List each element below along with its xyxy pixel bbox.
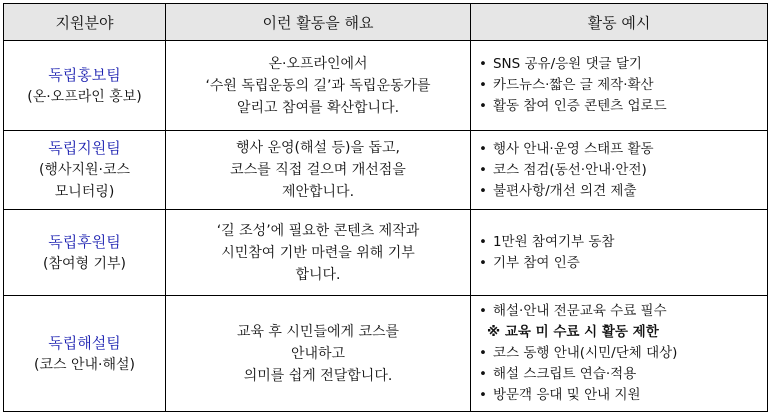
activity-line: 온·오프라인에서	[268, 55, 368, 72]
activity-cell	[166, 41, 471, 131]
table-row	[4, 41, 768, 131]
list-item: • 해설·안내 전문교육 수료 필수	[479, 303, 667, 319]
examples-cell	[471, 41, 768, 131]
table-row	[4, 131, 768, 210]
list-item: • 기부 참여 인증	[479, 254, 580, 271]
list-item: • 활동 참여 인증 콘텐츠 업로드	[479, 98, 667, 114]
support-field-cell	[4, 296, 166, 412]
list-item: • 해설 스크립트 연습·적용	[479, 366, 637, 382]
notice-item: ※ 교육 미 수료 시 활동 제한	[487, 324, 659, 340]
activity-line: 교육 후 시민들에게 코스를	[236, 323, 400, 340]
support-field-cell	[4, 41, 166, 131]
header-support-field: 지원분야	[4, 4, 166, 41]
table-row	[4, 210, 768, 296]
header-activity: 이런 활동을 해요	[166, 4, 471, 41]
activity-line: 알리고 참여를 확산합니다.	[236, 99, 400, 116]
team-name: 독립홍보팀	[48, 65, 121, 84]
activity-cell	[166, 296, 471, 412]
activity-line: 합니다.	[295, 266, 341, 283]
activity-line: 행사 운영(해설 등)을 돕고,	[236, 140, 400, 156]
activity-cell	[166, 210, 471, 296]
team-subtitle: (코스 안내·해설)	[34, 356, 135, 373]
examples-cell	[471, 131, 768, 210]
table-header-row	[4, 4, 768, 41]
activity-line: ‘수원 독립운동의 길’과 독립운동가를	[205, 77, 431, 94]
list-item: • 카드뉴스·짧은 글 제작·확산	[479, 77, 654, 93]
header-examples: 활동 예시	[471, 4, 768, 41]
team-name: 독립해설팀	[48, 333, 121, 352]
support-field-cell	[4, 210, 166, 296]
team-subtitle: (온·오프라인 홍보)	[27, 88, 142, 105]
activity-line: 제안합니다.	[281, 184, 355, 200]
list-item: • SNS 공유/응원 댓글 달기	[479, 56, 642, 72]
examples-cell	[471, 210, 768, 296]
volunteer-roles-table	[3, 3, 768, 412]
activity-line: ‘길 조성’에 필요한 콘텐츠 제작과	[216, 222, 420, 239]
list-item: • 1만원 참여기부 동참	[479, 233, 615, 250]
team-subtitle: (행사지원·코스	[38, 162, 131, 178]
list-item: • 행사 안내·운영 스태프 활동	[479, 140, 654, 157]
support-field-cell	[4, 131, 166, 210]
team-name: 독립후원팀	[48, 232, 121, 251]
list-item: • 방문객 응대 및 안내 지원	[479, 387, 641, 403]
examples-cell	[471, 296, 768, 412]
team-name: 독립지원팀	[48, 139, 121, 157]
list-item: • 코스 동행 안내(시민/단체 대상)	[479, 345, 678, 361]
activity-line: 안내하고	[290, 345, 346, 362]
table-row	[4, 296, 768, 412]
activity-cell	[166, 131, 471, 210]
team-subtitle: 모니터링)	[54, 184, 115, 200]
team-subtitle: (참여형 기부)	[43, 255, 126, 272]
activity-line: 시민참여 기반 마련을 위해 기부	[221, 244, 415, 261]
list-item: • 코스 점검(동선·안내·안전)	[479, 161, 647, 178]
list-item: • 불편사항/개선 의견 제출	[479, 182, 637, 199]
activity-line: 코스를 직접 걸으며 개선점을	[230, 162, 406, 178]
activity-line: 의미를 쉽게 전달합니다.	[243, 367, 393, 384]
